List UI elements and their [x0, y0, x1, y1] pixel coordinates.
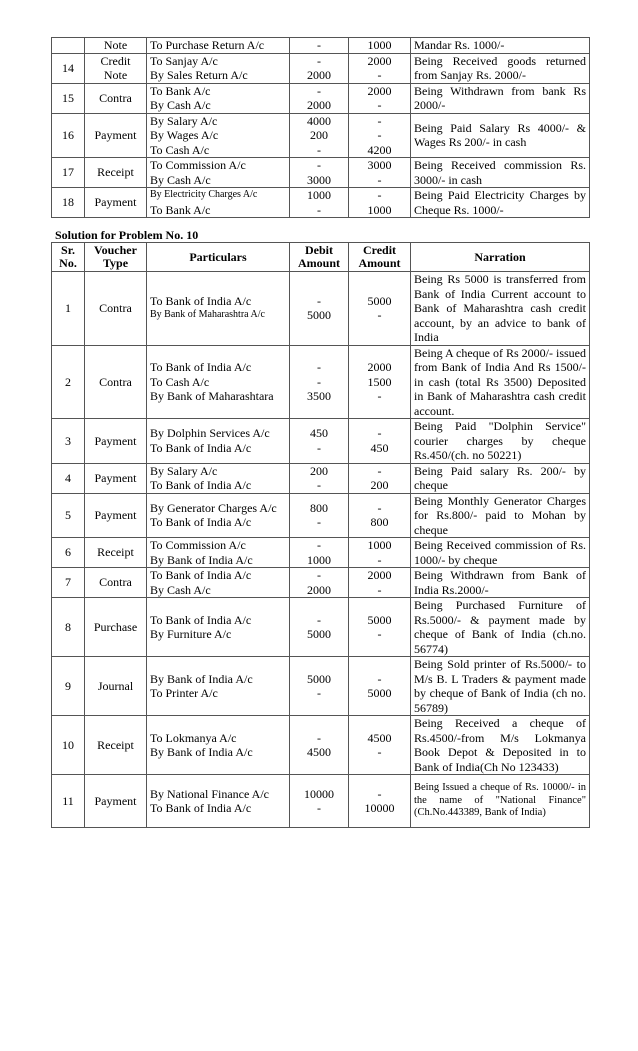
particulars	[147, 188, 290, 218]
particulars-line: By Salary A/c	[150, 463, 218, 478]
debit-amount-line: 800	[310, 500, 328, 515]
particulars-line: To Bank of India A/c	[150, 568, 252, 582]
debit-amount	[290, 493, 349, 538]
narration: Being Paid salary Rs. 200/- by cheque	[411, 463, 590, 493]
credit-amount-line: -	[377, 98, 382, 112]
credit-amount-line: -	[377, 627, 382, 641]
voucher-type-line: Contra	[99, 374, 132, 389]
sr-no: 7	[52, 568, 85, 598]
sr-no: 15	[52, 83, 85, 113]
table-row	[52, 775, 590, 828]
voucher-type-line: Receipt	[97, 165, 134, 180]
particulars	[147, 113, 290, 158]
particulars-line: To Bank of India A/c	[150, 478, 252, 492]
voucher-type	[85, 38, 147, 54]
table-row	[52, 188, 590, 218]
sr-no: 4	[52, 463, 85, 493]
voucher-type	[85, 53, 147, 83]
particulars-line: By Furniture A/c	[150, 627, 232, 641]
voucher-type	[85, 345, 147, 419]
particulars-line: By National Finance A/c	[150, 786, 269, 801]
credit-amount-line: -	[377, 308, 382, 323]
debit-amount-line: 1000	[307, 188, 331, 202]
credit-amount-line: -	[377, 426, 382, 441]
particulars-line: To Bank of India A/c	[150, 801, 252, 815]
voucher-type	[85, 419, 147, 464]
sr-no: 11	[52, 775, 85, 828]
narration: Being Received commission Rs. 3000/- in cash	[411, 158, 590, 188]
header-row	[52, 243, 590, 272]
credit-amount-line: 1500	[367, 374, 392, 389]
debit-amount	[290, 568, 349, 598]
voucher-type-line: Note	[103, 68, 128, 82]
particulars-line: By Cash A/c	[150, 98, 211, 112]
particulars	[147, 657, 290, 716]
debit-amount-line: 4500	[307, 745, 331, 759]
debit-amount-line: 1000	[307, 552, 331, 567]
table-row	[52, 272, 590, 346]
particulars-line: To Bank of India A/c	[150, 612, 252, 627]
credit-amount-line: 10000	[364, 801, 395, 815]
debit-amount-line: -	[317, 293, 321, 308]
particulars-line: To Bank of India A/c	[150, 515, 252, 530]
debit-amount-line: -	[317, 83, 321, 98]
debit-amount	[290, 83, 349, 113]
debit-amount-line: 2000	[307, 98, 331, 112]
debit-amount-line: 2000	[307, 68, 331, 82]
credit-amount-line: 5000	[367, 612, 392, 627]
header-credit: Credit Amount	[349, 243, 411, 272]
debit-amount	[290, 53, 349, 83]
credit-amount-line: 1000	[367, 202, 392, 217]
credit-amount-line: 200	[370, 478, 389, 492]
credit-amount-line: -	[377, 68, 382, 82]
debit-amount-line: -	[317, 360, 321, 374]
voucher-type	[85, 598, 147, 657]
credit-amount	[349, 53, 411, 83]
particulars-line: To Commission A/c	[150, 158, 246, 172]
credit-amount-line: 4500	[367, 730, 392, 745]
voucher-type	[85, 538, 147, 568]
header-voucher-type: Voucher Type	[85, 243, 147, 272]
sr-no: 1	[52, 272, 85, 346]
credit-amount	[349, 419, 411, 464]
particulars	[147, 158, 290, 188]
particulars-line: To Cash A/c	[150, 142, 210, 157]
voucher-type-line: Journal	[97, 678, 134, 693]
credit-amount	[349, 345, 411, 419]
credit-amount	[349, 716, 411, 775]
table-row	[52, 113, 590, 158]
debit-amount-line: 5000	[307, 308, 331, 323]
credit-amount	[349, 463, 411, 493]
table-row	[52, 345, 590, 419]
narration: Being Withdrawn from bank Rs 2000/-	[411, 83, 590, 113]
debit-amount	[290, 345, 349, 419]
voucher-type-line: Payment	[94, 508, 137, 522]
debit-amount-line: -	[317, 440, 321, 455]
debit-amount-line: -	[317, 478, 321, 492]
voucher-type-line: Contra	[99, 90, 132, 105]
particulars-line: By Cash A/c	[150, 172, 211, 187]
journal-table-continued	[51, 37, 590, 218]
debit-amount-line: -	[317, 202, 321, 217]
table-row	[52, 716, 590, 775]
voucher-type-line: Payment	[94, 433, 137, 448]
debit-amount-line: 4000	[307, 113, 331, 128]
debit-amount	[290, 775, 349, 828]
narration: Being A cheque of Rs 2000/- issued from Bank of India And Rs 1500/- in cash (total Rs 3500) Deposited in Bank of Maharashtra cash credit account.	[411, 345, 590, 419]
credit-amount-line: -	[377, 500, 382, 515]
credit-amount	[349, 598, 411, 657]
narration: Being Rs 5000 is transferred from Bank of India Current account to Bank of Maharashtra cash credit account, by an advice to bank of India	[411, 272, 590, 346]
credit-amount-line: -	[377, 786, 382, 801]
debit-amount-line: -	[317, 142, 321, 157]
particulars-line: To Bank A/c	[150, 83, 211, 98]
credit-amount	[349, 493, 411, 538]
voucher-type	[85, 568, 147, 598]
credit-amount-line: -	[377, 463, 382, 478]
particulars-line: To Bank A/c	[150, 202, 211, 217]
particulars-line: By Dolphin Services A/c	[150, 426, 270, 441]
table-row	[52, 158, 590, 188]
credit-amount	[349, 657, 411, 716]
debit-amount-line: -	[317, 538, 321, 552]
particulars-line: By Generator Charges A/c	[150, 500, 277, 515]
credit-amount	[349, 38, 411, 54]
narration: Being Paid "Dolphin Service" courier charges by cheque Rs.450/(ch. no 50221)	[411, 419, 590, 464]
narration: Being Paid Salary Rs 4000/- & Wages Rs 200/- in cash	[411, 113, 590, 158]
credit-amount-line: -	[377, 552, 382, 567]
narration: Being Received commission of Rs. 1000/- by cheque	[411, 538, 590, 568]
voucher-type	[85, 113, 147, 158]
credit-amount-line: 5000	[367, 686, 392, 700]
voucher-type	[85, 463, 147, 493]
debit-amount-line: -	[317, 730, 321, 745]
voucher-type-line: Payment	[94, 195, 137, 210]
debit-amount-line: 200	[310, 128, 328, 142]
sr-no: 10	[52, 716, 85, 775]
credit-amount-line: 800	[370, 515, 389, 530]
particulars-line: To Bank of India A/c	[150, 293, 252, 308]
table-row	[52, 657, 590, 716]
journal-table-problem-10	[51, 242, 590, 828]
particulars	[147, 83, 290, 113]
table-row	[52, 53, 590, 83]
debit-amount	[290, 113, 349, 158]
section-heading: Solution for Problem No. 10	[55, 228, 199, 242]
debit-amount-line: -	[317, 53, 321, 68]
voucher-type	[85, 272, 147, 346]
credit-amount-line: 2000	[367, 83, 392, 98]
particulars	[147, 272, 290, 346]
voucher-type-line: Credit	[100, 53, 131, 68]
debit-amount-line: -	[317, 158, 321, 172]
narration: Being Received a cheque of Rs.4500/-from M/s Lokmanya Book Depot & Deposited in to Bank of India(Ch No 123433)	[411, 716, 590, 775]
credit-amount-line: -	[377, 745, 382, 759]
credit-amount-line: 2000	[367, 53, 392, 68]
debit-amount-line: -	[317, 686, 321, 700]
debit-amount-line: 10000	[304, 786, 334, 801]
sr-no	[52, 38, 85, 54]
credit-amount-line: 4200	[367, 142, 392, 157]
credit-amount	[349, 568, 411, 598]
table-row	[52, 83, 590, 113]
debit-amount-line: 3500	[307, 389, 331, 403]
debit-amount-line: -	[317, 515, 321, 530]
voucher-type-line: Receipt	[97, 545, 134, 560]
particulars-line: To Purchase Return A/c	[150, 38, 265, 52]
table-row	[52, 463, 590, 493]
particulars-line: By Bank of Maharashtra A/c	[150, 309, 265, 321]
narration: Being Sold printer of Rs.5000/- to M/s B. L Traders & payment made by cheque of Bank of India (ch no. 56789)	[411, 657, 590, 716]
particulars	[147, 598, 290, 657]
debit-amount-line: -	[317, 38, 321, 52]
narration: Being Received goods returned from Sanjay Rs. 2000/-	[411, 53, 590, 83]
credit-amount-line: -	[377, 128, 382, 142]
sr-no: 3	[52, 419, 85, 464]
particulars-line: By Bank of Maharashtara	[150, 389, 274, 403]
narration: Being Monthly Generator Charges for Rs.800/- paid to Mohan by cheque	[411, 493, 590, 538]
header-narration: Narration	[411, 243, 590, 272]
voucher-type	[85, 716, 147, 775]
table-row	[52, 419, 590, 464]
voucher-type	[85, 158, 147, 188]
particulars-line: By Wages A/c	[150, 128, 219, 142]
particulars	[147, 716, 290, 775]
credit-amount-line: -	[377, 188, 382, 202]
credit-amount	[349, 538, 411, 568]
credit-amount-line: -	[377, 172, 382, 187]
voucher-type-line: Purchase	[93, 619, 138, 634]
credit-amount-line: 3000	[367, 158, 392, 172]
credit-amount	[349, 775, 411, 828]
sr-no: 18	[52, 188, 85, 218]
particulars	[147, 538, 290, 568]
particulars	[147, 38, 290, 54]
debit-amount	[290, 657, 349, 716]
particulars-line: To Bank of India A/c	[150, 440, 252, 455]
header-debit: Debit Amount	[290, 243, 349, 272]
debit-amount-line: -	[317, 612, 321, 627]
credit-amount-line: 1000	[367, 538, 392, 552]
voucher-type-line: Payment	[94, 470, 137, 485]
debit-amount	[290, 598, 349, 657]
debit-amount-line: 2000	[307, 582, 331, 597]
voucher-type	[85, 83, 147, 113]
sr-no: 8	[52, 598, 85, 657]
debit-amount-line: 450	[310, 426, 328, 441]
debit-amount	[290, 38, 349, 54]
voucher-type-line: Contra	[99, 301, 132, 315]
credit-amount	[349, 83, 411, 113]
credit-amount-line: -	[377, 113, 382, 128]
credit-amount-line: 2000	[367, 360, 392, 374]
credit-amount	[349, 113, 411, 158]
particulars	[147, 345, 290, 419]
particulars-line: To Bank of India A/c	[150, 360, 252, 374]
debit-amount	[290, 188, 349, 218]
debit-amount	[290, 419, 349, 464]
voucher-type-line: Note	[103, 38, 128, 52]
particulars-line: To Printer A/c	[150, 686, 218, 700]
voucher-type	[85, 657, 147, 716]
particulars	[147, 419, 290, 464]
particulars-line: To Sanjay A/c	[150, 53, 218, 68]
voucher-type-line: Payment	[94, 128, 137, 142]
voucher-type-line: Contra	[99, 575, 132, 590]
debit-amount	[290, 158, 349, 188]
voucher-type	[85, 493, 147, 538]
header-particulars: Particulars	[147, 243, 290, 272]
particulars-line: By Sales Return A/c	[150, 68, 248, 82]
table-row	[52, 38, 590, 54]
debit-amount	[290, 272, 349, 346]
credit-amount-line: -	[377, 389, 382, 403]
voucher-type-line: Receipt	[97, 737, 134, 752]
sr-no: 16	[52, 113, 85, 158]
credit-amount	[349, 188, 411, 218]
narration: Being Withdrawn from Bank of India Rs.2000/-	[411, 568, 590, 598]
voucher-type-line: Payment	[94, 793, 137, 808]
narration: Mandar Rs. 1000/-	[411, 38, 590, 54]
particulars-line: By Bank of India A/c	[150, 671, 253, 686]
debit-amount-line: -	[317, 801, 321, 815]
particulars	[147, 463, 290, 493]
particulars-line: To Lokmanya A/c	[150, 730, 237, 745]
table-row	[52, 538, 590, 568]
table-row	[52, 568, 590, 598]
credit-amount-line: 450	[370, 440, 389, 455]
sr-no: 9	[52, 657, 85, 716]
particulars	[147, 775, 290, 828]
particulars	[147, 53, 290, 83]
debit-amount-line: 200	[310, 463, 328, 478]
particulars-line: By Bank of India A/c	[150, 745, 253, 759]
table-row	[52, 598, 590, 657]
particulars-line: By Electricity Charges A/c	[150, 189, 258, 200]
debit-amount	[290, 538, 349, 568]
credit-amount	[349, 158, 411, 188]
credit-amount-line: 1000	[367, 38, 392, 52]
voucher-type	[85, 775, 147, 828]
sr-no: 17	[52, 158, 85, 188]
debit-amount	[290, 463, 349, 493]
debit-amount-line: 5000	[307, 627, 331, 641]
credit-amount-line: -	[377, 582, 382, 597]
debit-amount-line: 5000	[307, 671, 331, 686]
header-sr: Sr. No.	[52, 243, 85, 272]
particulars-line: To Cash A/c	[150, 374, 210, 389]
particulars-line: By Cash A/c	[150, 582, 211, 597]
debit-amount-line: -	[317, 374, 321, 389]
particulars-line: To Commission A/c	[150, 538, 246, 552]
narration: Being Paid Electricity Charges by Cheque Rs. 1000/-	[411, 188, 590, 218]
sr-no: 2	[52, 345, 85, 419]
credit-amount-line: 2000	[367, 568, 392, 582]
debit-amount	[290, 716, 349, 775]
sr-no: 5	[52, 493, 85, 538]
narration: Being Issued a cheque of Rs. 10000/- in the name of "National Finance" (Ch.No.443389, Bank of India)	[411, 775, 590, 828]
particulars-line: By Salary A/c	[150, 113, 218, 128]
particulars	[147, 568, 290, 598]
sr-no: 14	[52, 53, 85, 83]
debit-amount-line: -	[317, 568, 321, 582]
credit-amount-line: -	[377, 671, 382, 686]
credit-amount-line: 5000	[367, 293, 392, 308]
voucher-type	[85, 188, 147, 218]
table-row	[52, 493, 590, 538]
narration: Being Purchased Furniture of Rs.5000/- & payment made by cheque of Bank of India (ch.no. 56774)	[411, 598, 590, 657]
particulars-line: By Bank of India A/c	[150, 552, 253, 567]
debit-amount-line: 3000	[307, 172, 331, 187]
sr-no: 6	[52, 538, 85, 568]
particulars	[147, 493, 290, 538]
credit-amount	[349, 272, 411, 346]
